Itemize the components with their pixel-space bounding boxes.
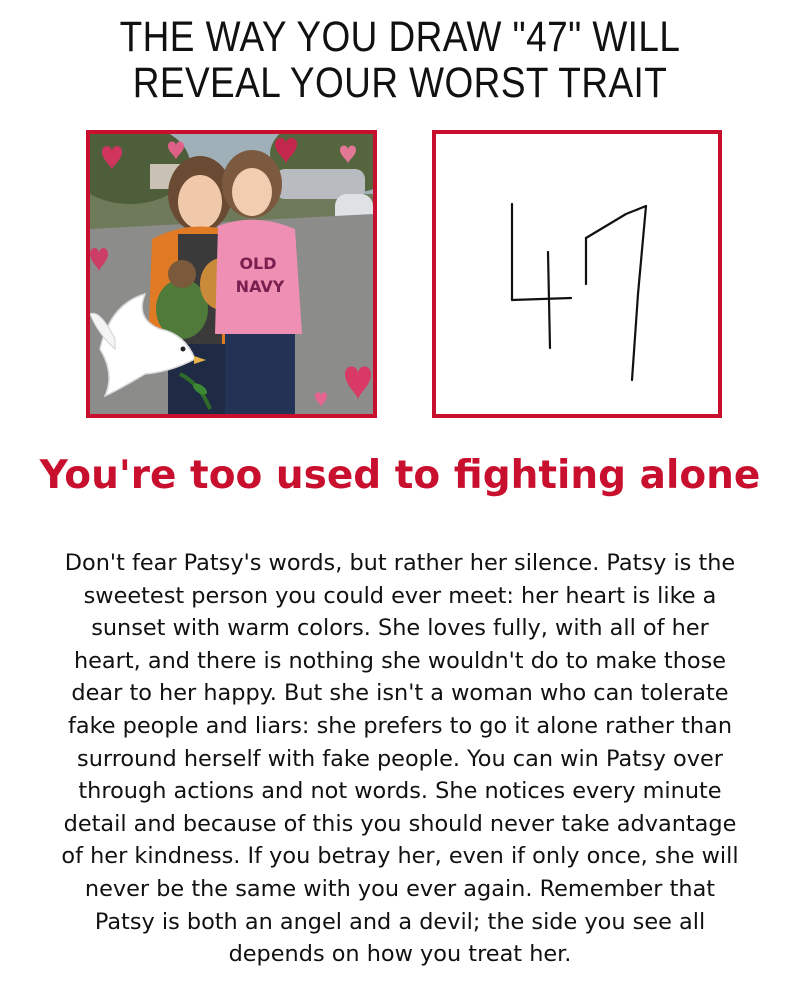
description-line: surround herself with fake people. You can win Patsy over (77, 745, 723, 772)
description-line: Don't fear Patsy's words, but rather her silence. Patsy is the (64, 550, 736, 576)
description-line: never be the same with you ever again. Remember that (84, 875, 716, 902)
description-line: fake people and liars: she prefers to go it alone rather than (67, 712, 733, 739)
description-line: depends on how you treat her. (228, 941, 572, 968)
photo-illustration (90, 134, 373, 414)
shirt-text-2: NAVY (235, 277, 285, 296)
result-title: You're too used to fighting alone (39, 453, 761, 498)
description-line: of her kindness. If you betray her, even if only once, she will (61, 843, 739, 870)
description-line: through actions and not words. She notices every minute (78, 778, 722, 805)
description-line: heart, and there is nothing she wouldn't do to make those (73, 647, 727, 674)
description-line: sunset with warm colors. She loves fully, with all of her (91, 615, 709, 642)
profile-photo (86, 130, 377, 418)
drawn-number-47 (432, 130, 722, 418)
headline-line-2: REVEAL YOUR WORST TRAIT (132, 59, 668, 107)
description-line: sweetest person you could ever meet: her heart is like a (83, 582, 717, 609)
description-line: detail and because of this you should never take advantage (63, 810, 737, 837)
headline-line-1: THE WAY YOU DRAW "47" WILL (119, 13, 681, 61)
quiz-headline (56, 14, 744, 106)
handwritten-47 (436, 134, 718, 414)
description-line: Patsy is both an angel and a devil; the side you see all (94, 908, 706, 935)
shirt-text-1: OLD (239, 254, 277, 273)
result-description (22, 547, 778, 971)
description-line: dear to her happy. But she isn't a woman who can tolerate (71, 680, 729, 707)
